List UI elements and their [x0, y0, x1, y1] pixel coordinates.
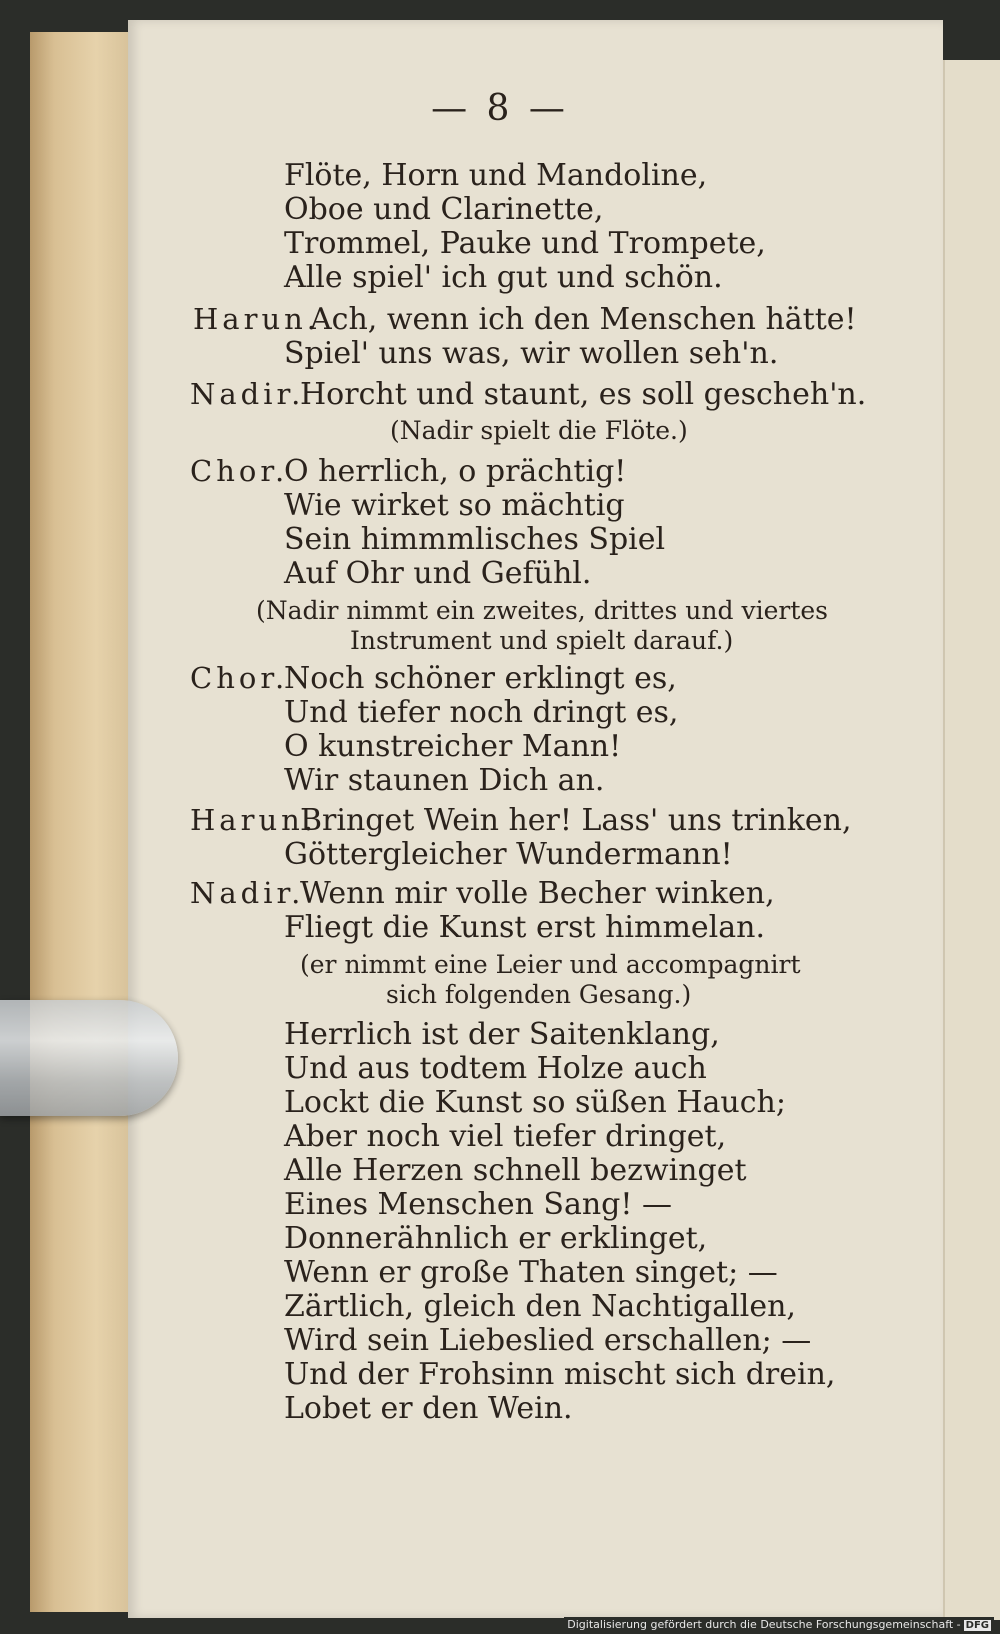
text-line: Göttergleicher Wundermann! [284, 837, 733, 872]
stage-direction: Instrument und spielt darauf.) [350, 626, 734, 655]
footer-text: Digitalisierung gefördert durch die Deutsche Forschungsgemeinschaft - [567, 1618, 961, 1631]
dfg-logo: DFG [965, 1620, 989, 1631]
stage-direction: (Nadir nimmt ein zweites, drittes und viertes [256, 596, 828, 625]
page-clip [0, 1000, 178, 1116]
text-line: Alle Herzen schnell bezwinget [284, 1153, 747, 1188]
text-line: Spiel' uns was, wir wollen seh'n. [284, 336, 779, 371]
text-line: Zärtlich, gleich den Nachtigallen, [284, 1289, 796, 1324]
speaker-label: Nadir. [190, 876, 305, 910]
text-line: Trommel, Pauke und Trompete, [284, 226, 766, 261]
text-line: Alle spiel' ich gut und schön. [284, 260, 723, 295]
speaker-label: Harun. [190, 803, 318, 837]
text-line: Und aus todtem Holze auch [284, 1051, 707, 1086]
text-line: Flöte, Horn und Mandoline, [284, 158, 708, 193]
text-line: Und tiefer noch dringt es, [284, 695, 679, 730]
text-line: Donnerähnlich er erklinget, [284, 1221, 708, 1256]
text-line: Ach, wenn ich den Menschen hätte! [310, 302, 857, 337]
stage-direction: (Nadir spielt die Flöte.) [390, 416, 688, 445]
stage-direction: sich folgenden Gesang.) [386, 980, 692, 1009]
text-line: Aber noch viel tiefer dringet, [284, 1119, 727, 1154]
speaker-label: Nadir. [190, 377, 305, 411]
text-line: Bringet Wein her! Lass' uns trinken, [300, 803, 852, 838]
text-line: Noch schöner erklingt es, [284, 661, 677, 696]
text-line: Fliegt die Kunst erst himmelan. [284, 910, 766, 945]
text-line: Auf Ohr und Gefühl. [284, 556, 592, 591]
text-line: Wird sein Liebeslied erschallen; — [284, 1323, 812, 1358]
text-line: Horcht und staunt, es soll gescheh'n. [300, 377, 867, 412]
page-number: — 8 — [431, 88, 569, 129]
text-line: Und der Frohsinn mischt sich drein, [284, 1357, 836, 1392]
text-line: Wenn mir volle Becher winken, [300, 876, 775, 911]
speaker-label: Harun. [193, 302, 321, 336]
stage-direction: (er nimmt eine Leier und accompagnirt [300, 950, 801, 979]
text-line: Sein himmmlisches Spiel [284, 522, 666, 557]
text-line: Lockt die Kunst so süßen Hauch; [284, 1085, 786, 1120]
footer-credit [564, 1617, 994, 1632]
text-line: Wenn er große Thaten singet; — [284, 1255, 778, 1290]
text-line: Wir staunen Dich an. [284, 763, 605, 798]
text-line: Herrlich ist der Saitenklang, [284, 1017, 720, 1052]
text-line: Lobet er den Wein. [284, 1391, 573, 1426]
text-line: O kunstreicher Mann! [284, 729, 622, 764]
speaker-label: Chor. [190, 454, 289, 488]
speaker-label: Chor. [190, 661, 289, 695]
text-line: O herrlich, o prächtig! [284, 454, 627, 489]
text-line: Eines Menschen Sang! — [284, 1187, 672, 1222]
text-line: Wie wirket so mächtig [284, 488, 625, 523]
text-line: Oboe und Clarinette, [284, 192, 604, 227]
